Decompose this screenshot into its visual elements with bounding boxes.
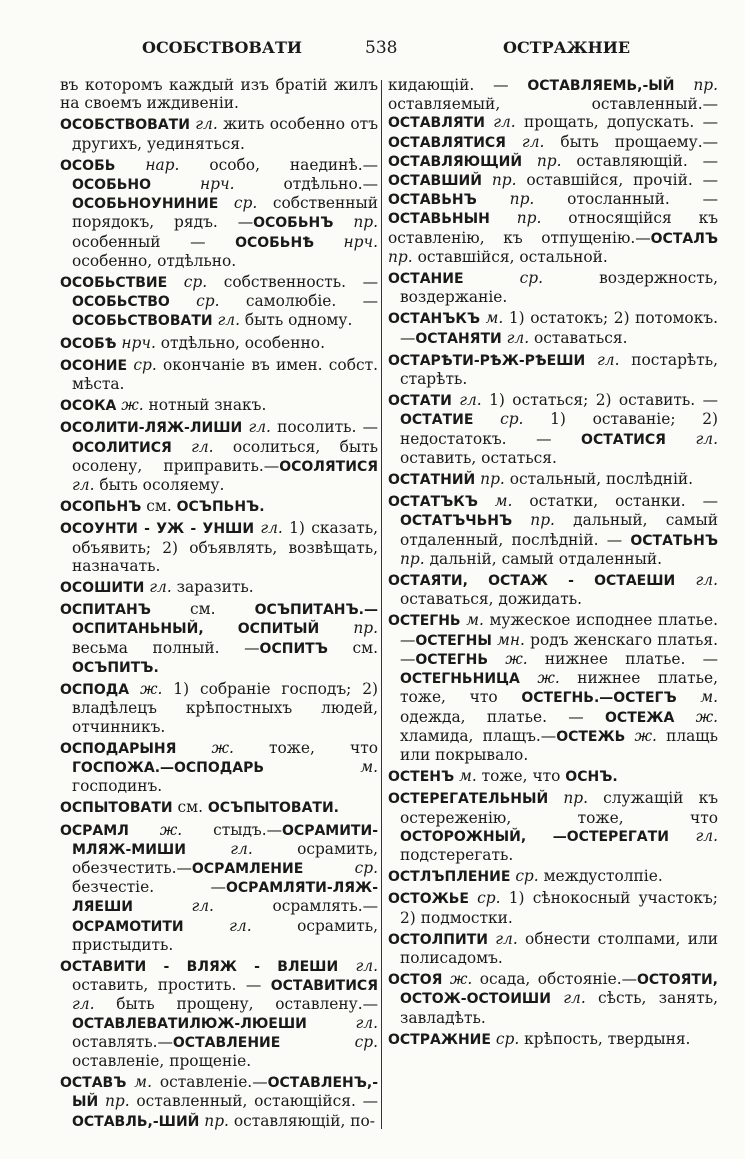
definition-text: 1) сказать, объявить; 2) объявлять, возвѣщать, назначать. [72,519,378,575]
dictionary-entry [60,680,378,736]
dictionary-entry [388,970,718,1027]
grammar-label: ср. [463,269,544,288]
columns [60,76,717,1159]
definition-text: крѣпость, твердыня. [519,1029,691,1048]
grammar-label: пр. [489,209,542,228]
headword: ОСОБЬНОУНИНИЕ [72,196,219,213]
headword: ОСТАНЪКЪ [388,311,481,328]
dictionary-entry [388,309,718,347]
definition-text: см. [141,497,177,516]
grammar-label: ср. [510,867,539,886]
grammar-label: гл. [212,311,240,330]
headword: ОСТАВЛЕНИЕ [172,1034,281,1051]
grammar-label: ср. [469,889,501,908]
definition-text: быть прощену, оставлену.— [94,995,378,1014]
grammar-label: гл. [675,571,718,590]
definition-text: см. [150,600,255,619]
headword: ОСОБЬНѢ [235,234,314,251]
headword: ОСТЕГНЬ [388,613,461,630]
dictionary-entry [60,578,378,597]
headword: ОСТЛЪПЛЕНИЕ [388,869,511,886]
definition-text: собственный порядокъ, рядъ. — [72,194,378,232]
headword: ОСТАВЛЕНЪ,-ЫЙ [72,1075,379,1111]
grammar-label: ср. [303,858,378,877]
headword: ОСТЕНЪ [388,769,455,786]
definition-text: быть прощаему.— [544,132,718,151]
grammar-label: ср. [280,1032,378,1051]
grammar-label: ср. [490,1029,520,1048]
definition-text: стыдъ.— [182,820,283,839]
headword: ОСТАВШИЙ [388,173,482,190]
definition-text: прощать, допускать. — [515,113,718,132]
grammar-label: пр. [475,470,505,489]
page-header [60,38,715,64]
dictionary-entry [60,156,378,270]
left-column [60,76,378,1134]
definition-text: особенный — [72,232,236,251]
headword: ОСТАТИСЯ [581,431,666,448]
dictionary-entry [388,767,718,786]
grammar-label: пр. [333,213,378,232]
definition-text: оставить, остаться. [400,448,557,467]
grammar-label: пр. [481,171,517,190]
grammar-label: пр. [400,549,425,568]
grammar-label: ср. [473,410,524,429]
grammar-label: пр. [512,511,555,530]
grammar-label: мн. [491,630,525,649]
dictionary-entry [388,930,718,967]
definition-text: господинъ. [72,777,163,796]
headword: ОСПИТЪ [259,640,328,657]
headword: ОСТАЯТИ, ОСТАЖ - ОСТАЕШИ [388,573,676,590]
dictionary-entry [60,396,378,415]
grammar-label: пр. [522,151,562,170]
grammar-label: ср. [127,355,157,374]
dictionary-entry [388,391,718,467]
headword: ОСТОРОЖНЫЙ, —ОСТЕРЕГАТИ [400,828,669,845]
grammar-label: м. [460,611,484,630]
grammar-label: гл. [306,1013,378,1032]
grammar-label: м. [477,492,513,511]
grammar-label: ж. [442,970,473,989]
definition-text: оставляющій, по- [228,1111,375,1130]
headword: ОСОБСТВОВАТИ [60,117,190,134]
definition-text: безчестіе. — [72,878,226,897]
headword: ОСТЕЖЬ [556,728,626,745]
dictionary-entry [388,1030,718,1049]
definition-text: осрамлять.— [213,897,378,916]
definition-text: окончаніе въ имен. собст. мѣста. [72,355,378,394]
headword: ОСТАВЛЯТИСЯ [388,134,506,151]
headword: ОСОЛИТИ-ЛЯЖ-ЛИШИ [60,420,243,437]
headword: ОСПЫТОВАТИ [60,800,173,817]
grammar-label: пр. [199,1111,229,1130]
definition-text: тоже, что [233,738,378,757]
headword: ОСНЪ. [565,769,618,786]
dictionary-entry [60,1073,378,1131]
grammar-label: гл. [144,578,172,597]
grammar-label: ср. [167,273,208,292]
definition-text: оставленіе.— [151,1073,268,1092]
definition-text: оставшійся, остальной. [412,247,608,266]
definition-text: см. [172,798,208,817]
headword: ОСТЕГНЬ.—ОСТЕГЪ [521,690,677,707]
headword: ОСПОДАРЫНЯ [60,740,177,757]
grammar-label: гл. [338,956,378,975]
definition-text: заразить. [171,578,254,597]
grammar-label: м. [480,309,504,328]
definition-text: остатки, останки. — [512,492,718,511]
grammar-label: гл. [171,437,214,456]
headword: ОСТАТИ [388,393,452,410]
headword: ОСТАВЛЯЕМЬ,-ЫЙ [527,78,675,94]
definition-text: тоже, что [476,767,566,786]
header-right-headword: ОСТРАЖНИЕ [503,38,631,57]
headword: ОСТАВИТИСЯ [270,978,378,995]
headword: ОСТАТИЕ [400,412,474,429]
grammar-label: гл. [72,476,95,495]
grammar-label: ж. [674,707,718,726]
grammar-label: пр. [548,789,589,808]
headword: ОСТАВЛЯЮЩИЙ [388,153,523,170]
grammar-label: гл. [189,115,218,134]
headword: ОСТОЛПИТИ [388,931,488,948]
definition-text: оставлять.— [72,1032,173,1051]
definition-text: дальній, самый отдаленный. [424,549,662,568]
definition-text: особенно, отдѣльно. [72,251,237,270]
definition-text: мужеское исподнее платье. — [400,611,718,649]
headword: ОСТАНЯТИ [415,330,502,347]
headword: ОСТОЯ [388,972,443,989]
headword: ОСТАВЛЕВАТИЛЮЖ-ЛЮЕШИ [72,1015,307,1032]
definition-text: нижнее платье, тоже, что [400,669,718,707]
header-left-headword: ОСОБСТВОВАТИ [142,38,302,57]
grammar-label: гл. [254,519,283,538]
dictionary-entry [388,889,718,926]
definition-text: 1) сѣнокосный участокъ; 2) подмостки. [400,889,718,927]
headword: ОСОЛИТИСЯ [72,439,172,456]
definition-text: кидающій. — [388,76,528,94]
headword: ОСОБЬНЪ [253,215,334,232]
headword: ОСОУНТИ - УЖ - УНШИ [60,521,255,538]
dictionary-entry [388,611,718,764]
headword: ОСЪПЬНЪ. [176,499,265,516]
definition-text: быть одному. [239,311,353,330]
definition-text: оставленіе, прощеніе. [72,1051,252,1070]
definition-text: самолюбіе. — [219,292,378,311]
grammar-label: ср. [169,292,220,311]
grammar-label: гл. [451,391,482,410]
definition-text: хламида, плащъ.— [400,726,557,745]
headword: ОСТОЖЬЕ [388,891,469,908]
grammar-label: гл. [185,839,253,858]
headword: ОСПОДА [60,682,130,699]
definition-text: собственность. — [207,273,378,292]
headword: ОСТЕГНЬНИЦА [400,671,520,688]
headword: ОСРАМОТИТИ [72,918,184,935]
definition-text: отосланный. — [534,190,718,209]
definition-text: осолиться, быть осолену, приправить.— [72,437,378,475]
headword: ОСРАМЛЕНИЕ [191,860,304,877]
column-divider [381,80,382,1129]
dictionary-entry [60,798,378,817]
headword: ОСЪПЫТОВАТИ. [207,800,339,817]
definition-text: оставаться, дожидать. [400,590,583,609]
definition-text: 1) оставаніе; 2) недостатокъ. — [400,410,718,448]
headword: ОСОБЬСТВО [72,294,170,311]
dictionary-entry [60,739,378,796]
grammar-label: пр. [388,247,413,266]
grammar-label: нар. [115,155,180,174]
page-number: 538 [365,38,398,58]
dictionary-entry [388,76,718,266]
definition-text: обнести столпами, или полисадомъ. [400,929,718,967]
grammar-label: нрч. [313,232,378,251]
headword: ОСОЛЯТИСЯ [279,458,378,475]
definition-text: жить особенно отъ другихъ, уединяться. [72,115,378,153]
grammar-label: гл. [505,132,545,151]
grammar-label: пр. [476,190,535,209]
definition-text: оставить, простить. — [72,976,271,995]
definition-text: воздержность, воздержаніе. [400,269,718,307]
headword: ОСТРАЖНИЕ [388,1031,491,1048]
headword: ОСОБЬНО [72,177,152,194]
grammar-label: гл. [242,418,271,437]
grammar-label: нрч. [116,333,156,352]
headword: ОСОБЬ [60,157,116,174]
dictionary-entry [388,789,718,864]
definition-text: 1) остатокъ; 2) потомокъ.— [400,309,719,347]
definition-text: оставляющій. — [561,151,718,170]
headword: ОСТАНИЕ [388,271,464,288]
headword: ОСТАВЪ [60,1075,127,1092]
headword: ГОСПОЖА.—ОСПОДАРЬ [72,759,265,776]
headword: ОСТАТНИЙ [388,472,476,489]
grammar-label: м. [264,757,378,776]
dictionary-entry [60,356,378,393]
grammar-label: м. [454,767,477,786]
definition-text: плащь или покрывало. [400,726,718,764]
definition-text: осрамить, пристыдить. [72,916,378,954]
headword: ОСТЕЖА [605,709,675,726]
headword: ОСТАТЬНЪ [630,532,718,549]
headword: ОСРАМЛ [60,822,129,839]
grammar-label: гл. [484,113,516,132]
grammar-label: гл. [183,916,252,935]
headword: ОСТЕГНЬ [415,651,488,668]
definition-text: остальный, послѣдній. [504,470,694,489]
headword: ОСПИТАНЪ [60,602,151,619]
headword: ОСРАМЛЯТИ-ЛЯЖ-ЛЯЕШИ [72,880,378,916]
definition-text: нотный знакъ. [143,396,267,415]
grammar-label: ж. [519,669,560,688]
grammar-label: ж. [488,649,528,668]
grammar-label: пр. [319,619,378,638]
grammar-label: гл. [72,995,95,1014]
definition-text: родъ женскаго платья. — [400,630,718,668]
definition-text: междустолпіе. [538,867,663,886]
definition-text: оставаться. [529,328,628,347]
definition-text: оставляемый, оставленный.— [388,95,718,114]
headword: ОСТАВЛЬ,-ШИЙ [72,1113,200,1130]
grammar-label: ж. [176,738,234,757]
grammar-label: пр. [674,76,718,94]
headword: ОСТАВИТИ - ВЛЯЖ - ВЛЕШИ [60,958,339,975]
grammar-label: гл. [585,350,620,369]
definition-text: оставленный, остающійся. — [129,1092,378,1111]
headword: ОСОБѢ [60,335,117,352]
definition-text: осада, обстояніе.— [472,970,637,989]
headword: ОСТАВЬНЪ [388,192,477,209]
dictionary-entry [388,351,718,388]
definition-text: одежда, платье. — [400,707,606,726]
dictionary-entry [388,867,718,886]
grammar-label: гл. [665,429,718,448]
headword: ОСТОЯТИ, ОСТОЖ-ОСТОИШИ [400,972,718,1008]
definition-text: оставшійся, прочій. — [516,171,718,190]
headword: ОСТАРѢТИ-РѢЖ-РѢЕШИ [388,352,586,369]
dictionary-entry [60,334,378,353]
definition-text: 1) собраніе господъ; 2) владѣлецъ крѣпостныхъ людей, отчинникъ. [72,680,379,736]
grammar-label: ж. [128,820,183,839]
dictionary-entry [388,571,718,608]
grammar-label: нрч. [151,175,235,194]
headword: ОСОБЬСТВОВАТИ [72,313,213,330]
definition-text: дальный, самый отдаленный, послѣдній. — [400,511,718,549]
headword: ОСЪПИТЪ. [72,659,159,676]
headword: ОСТАТЪЧЬНЪ [400,513,513,530]
definition-text: особо, наединѣ.— [179,155,378,174]
grammar-label: гл. [132,897,214,916]
dictionary-entry [388,470,718,489]
definition-text: въ которомъ каждый изъ братій жилъ на своемъ иждивеніи. [60,76,378,113]
definition-text: посолить. — [270,418,378,437]
headword: ОСТАТЪКЪ [388,494,478,511]
definition-text: служащій къ остереженію, тоже, что [400,789,718,827]
grammar-label: гл. [668,826,718,845]
definition-text: сѣсть, занять, завладѣть. [400,989,718,1027]
definition-text: нижнее платье. — [527,649,719,668]
grammar-label: гл. [487,929,518,948]
definition-text: подстерегать. [400,845,514,864]
headword: ОСРАМИТИ-МЛЯЖ-МИШИ [72,822,379,858]
dictionary-entry [388,492,718,568]
dictionary-entry [60,519,378,575]
grammar-label: ж. [625,726,657,745]
definition-text: относящійся къ оставленію, къ отпущенію.— [388,209,718,247]
headword: ОСОБЬСТВИЕ [60,275,168,292]
headword: ОСОШИТИ [60,580,145,597]
dictionary-entry [60,273,378,331]
grammar-label: гл. [550,989,586,1008]
definition-text: 1) остаться; 2) оставить. — [481,391,718,410]
dictionary-entry [60,600,378,677]
dictionary-entry [388,269,718,306]
dictionary-entry [60,821,378,954]
grammar-label: ср. [218,194,258,213]
definition-text: весьма полный. — [72,638,260,657]
dictionary-entry [60,957,378,1070]
right-column [388,76,718,1052]
grammar-label: ж. [129,680,163,699]
grammar-label: м. [126,1073,152,1092]
grammar-label: ж. [116,396,144,415]
headword: ОСТАВЬНЫН [388,211,490,228]
definition-text: отдѣльно, особенно. [155,333,325,352]
dictionary-entry [60,418,378,494]
definition-text: быть осоляему. [94,476,225,495]
definition-text: отдѣльно.— [234,175,378,194]
headword: ОСТАЛЪ [650,230,718,247]
headword: ОСТЕРЕГАТЕЛЬНЫЙ [388,791,549,808]
dictionary-entry [60,76,378,112]
headword: ОСТЕГНЫ [415,632,492,649]
dictionary-entry [60,115,378,152]
definition-text: постарѣть, старѣть. [400,350,718,389]
dictionary-entry [60,497,378,516]
headword: ОСОКА [60,398,117,415]
grammar-label: пр. [98,1092,130,1111]
headword: ОСОНИЕ [60,357,128,374]
grammar-label: гл. [501,328,530,347]
headword: ОСОПЬНЪ [60,499,142,516]
definition-text: осрамить, обезчестить.— [72,839,378,877]
headword: ОСЪПИТАНЪ.—ОСПИТАНЬНЫЙ, ОСПИТЫЙ [72,602,378,638]
headword: ОСТАВЛЯТИ [388,115,485,132]
definition-text: см. [327,638,378,657]
grammar-label: м. [676,688,718,707]
